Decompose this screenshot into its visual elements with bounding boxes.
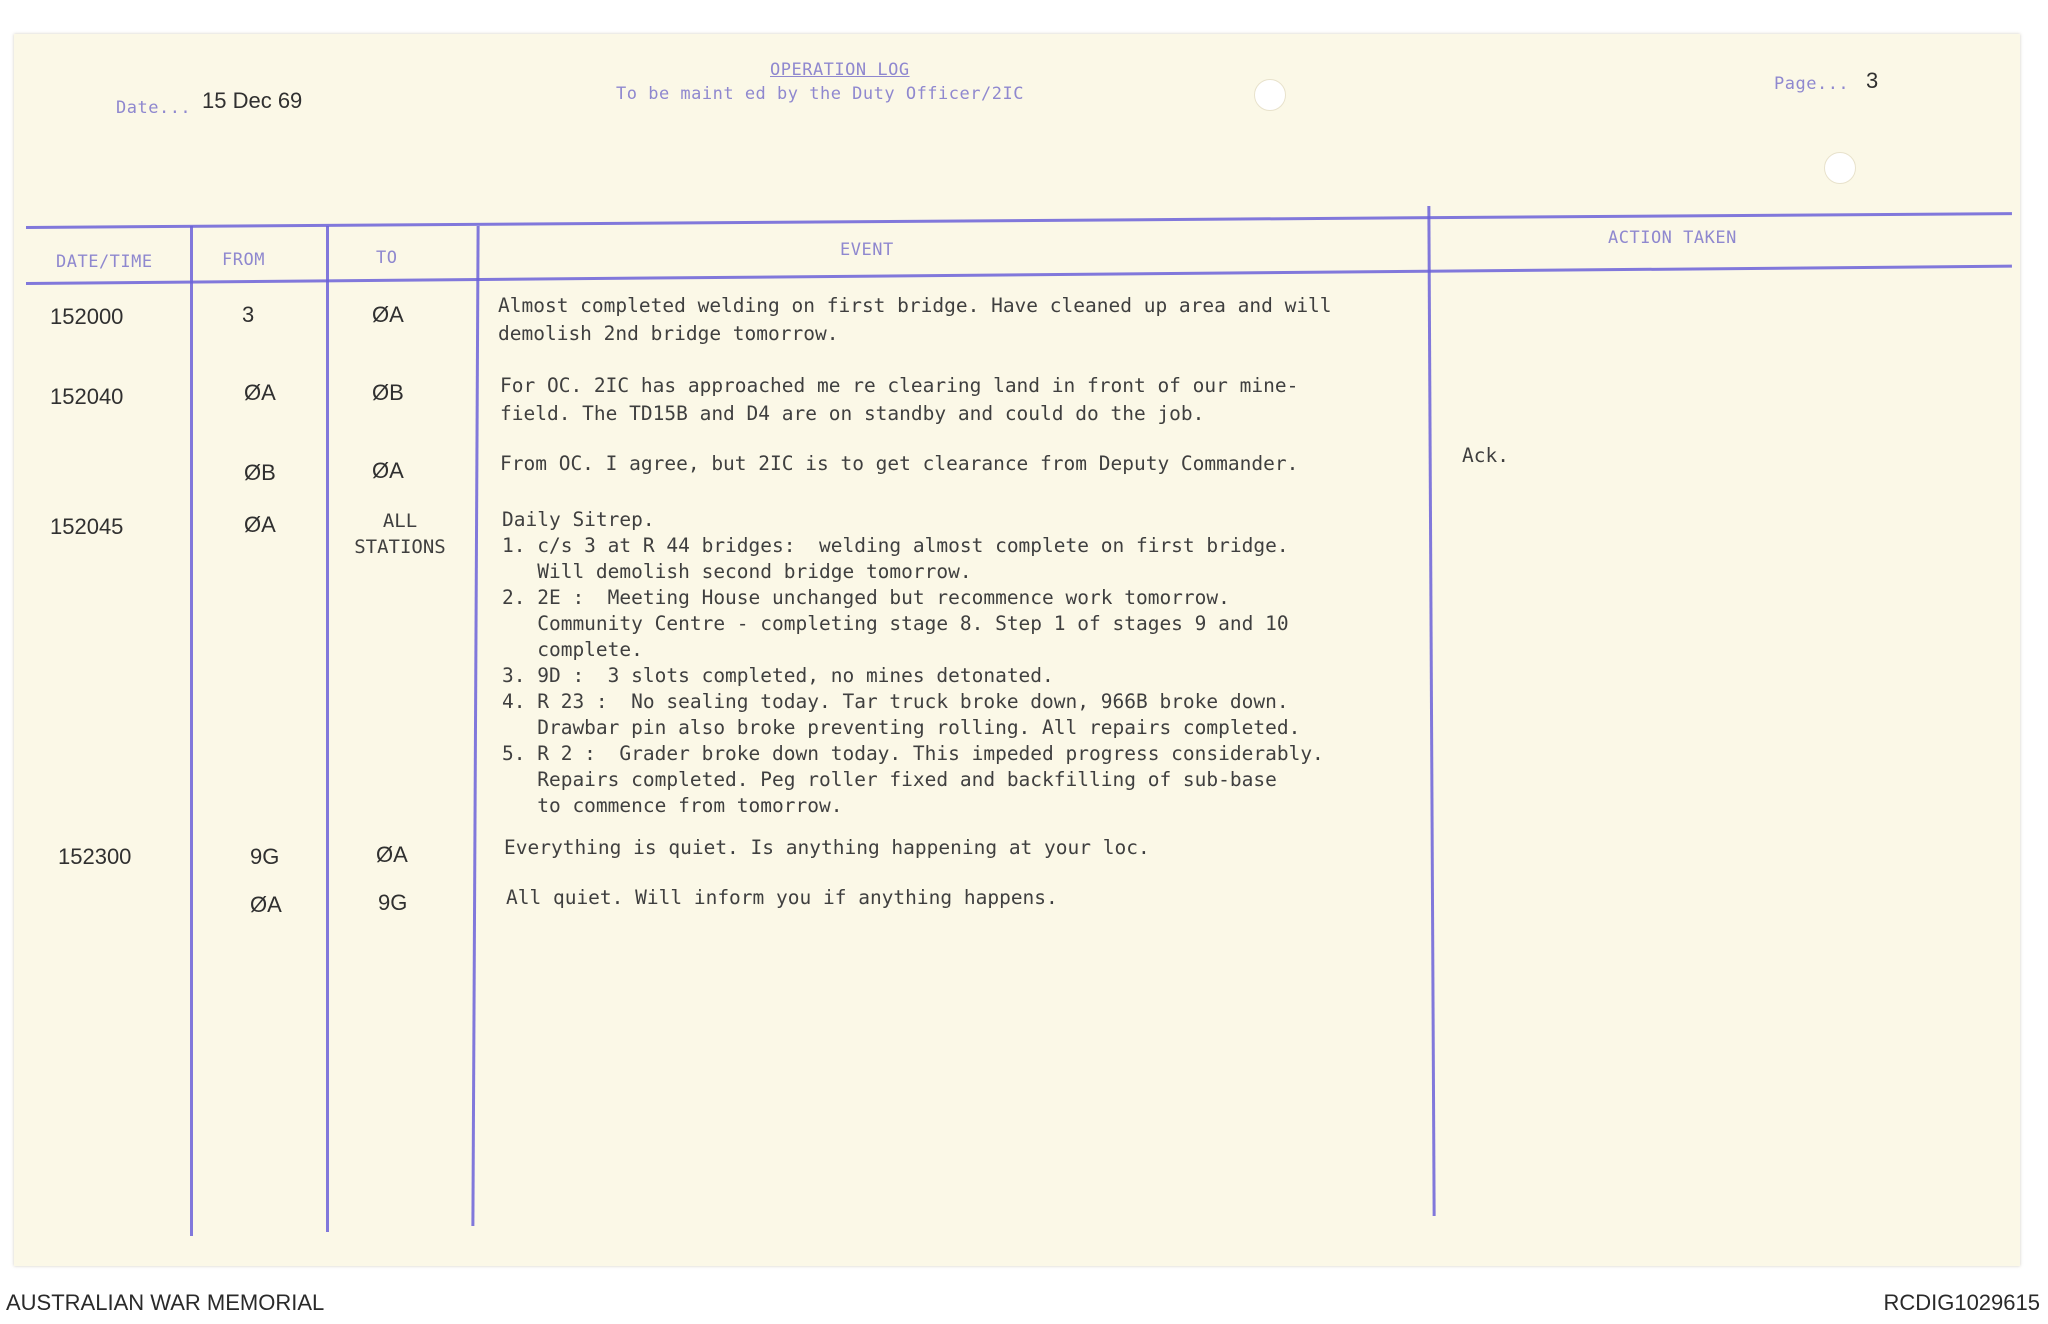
row-event-line: 5. R 2 : Grader broke down today. This impeded progress considerably. (502, 742, 1324, 765)
row-event-line: Drawbar pin also broke preventing rolling. All repairs completed. (502, 716, 1301, 739)
log-subtitle: To be maint ed by the Duty Officer/2IC (616, 84, 1024, 104)
date-label: Date... (116, 98, 192, 118)
row-datetime: 152300 (58, 844, 132, 869)
column-divider (190, 226, 193, 1236)
row-event-line: Will demolish second bridge tomorrow. (502, 560, 972, 583)
row-from: ØA (244, 380, 276, 405)
row-action: Ack. (1462, 444, 1509, 467)
row-from: ØB (244, 460, 276, 485)
page-label: Page... (1774, 74, 1850, 94)
row-event-line: demolish 2nd bridge tomorrow. (498, 322, 839, 345)
row-from: 3 (242, 302, 255, 327)
punch-hole (1254, 79, 1286, 111)
row-to: ØA (372, 302, 404, 327)
header-to: TO (376, 248, 398, 268)
log-title: OPERATION LOG (770, 60, 910, 80)
header-event: EVENT (840, 240, 894, 260)
row-to: ØA (376, 842, 408, 867)
row-datetime: 152000 (50, 304, 124, 329)
row-event-line: field. The TD15B and D4 are on standby and could do the job. (500, 402, 1205, 425)
row-event-line: Daily Sitrep. (502, 508, 655, 531)
row-event-line: Community Centre - completing stage 8. Step 1 of stages 9 and 10 (502, 612, 1289, 635)
header-action-taken: ACTION TAKEN (1608, 228, 1737, 248)
row-to: ØA (372, 458, 404, 483)
record-id: RCDIG1029615 (1883, 1290, 2040, 1315)
header-datetime: DATE/TIME (56, 252, 153, 272)
row-to: ALL STATIONS (354, 510, 446, 558)
row-to: ØB (372, 380, 404, 405)
row-event-line: complete. (502, 638, 643, 661)
punch-hole (1824, 152, 1856, 184)
column-divider (326, 226, 329, 1232)
header-from: FROM (222, 250, 265, 270)
row-event-line: 2. 2E : Meeting House unchanged but recommence work tomorrow. (502, 586, 1230, 609)
row-to: 9G (378, 890, 408, 915)
row-event-line: 1. c/s 3 at R 44 bridges: welding almost complete on first bridge. (502, 534, 1289, 557)
date-value: 15 Dec 69 (202, 88, 303, 113)
row-event-line: 4. R 23 : No sealing today. Tar truck broke down, 966B broke down. (502, 690, 1289, 713)
row-event-line: to commence from tomorrow. (502, 794, 843, 817)
row-event-line: For OC. 2IC has approached me re clearing land in front of our mine- (500, 374, 1299, 397)
row-event-line: Everything is quiet. Is anything happening at your loc. (504, 836, 1150, 859)
row-event-line: 3. 9D : 3 slots completed, no mines detonated. (502, 664, 1054, 687)
row-datetime: 152040 (50, 384, 124, 409)
archive-credit: AUSTRALIAN WAR MEMORIAL (6, 1290, 325, 1315)
row-datetime: 152045 (50, 514, 124, 539)
row-from: 9G (250, 844, 280, 869)
row-event-line: All quiet. Will inform you if anything happens. (506, 886, 1058, 909)
row-from: ØA (250, 892, 282, 917)
row-event-line: From OC. I agree, but 2IC is to get clearance from Deputy Commander. (500, 452, 1299, 475)
row-event-line: Repairs completed. Peg roller fixed and backfilling of sub-base (502, 768, 1277, 791)
row-event-line: Almost completed welding on first bridge. Have cleaned up area and will (498, 294, 1332, 317)
page-number: 3 (1866, 68, 1879, 93)
row-from: ØA (244, 512, 276, 537)
